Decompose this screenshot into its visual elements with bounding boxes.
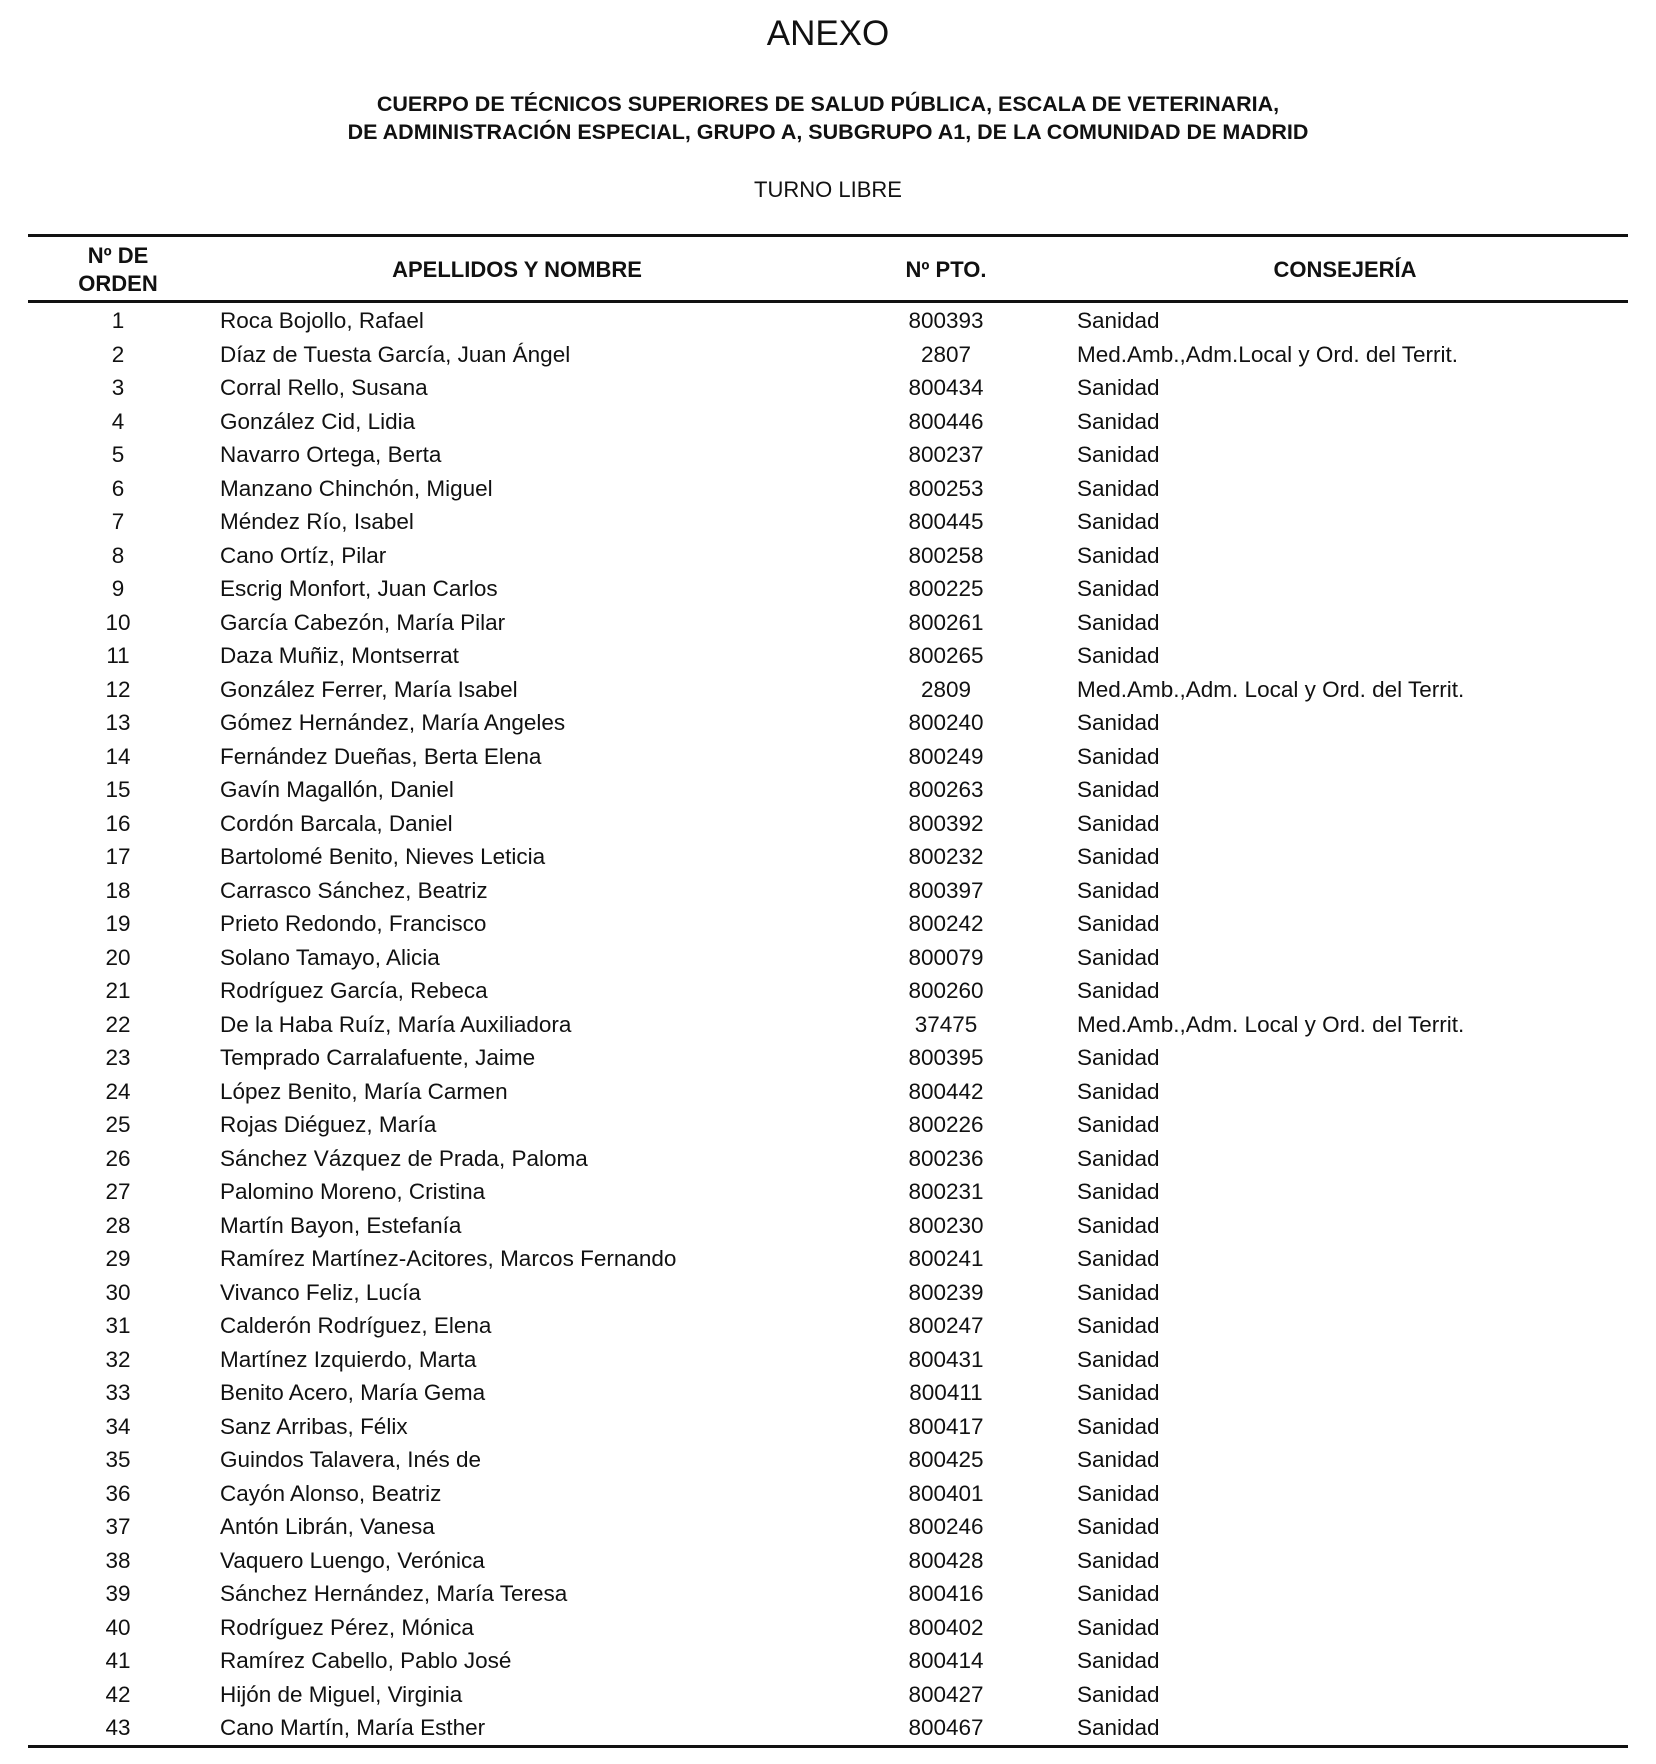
cell-pto: 800411 xyxy=(909,1380,983,1405)
cell-pto: 800401 xyxy=(908,1480,984,1506)
cell-orden: 22 xyxy=(105,1011,131,1037)
header-pto: Nº PTO. xyxy=(905,257,987,282)
cell-nombre: Temprado Carralafuente, Jaime xyxy=(220,1045,536,1070)
cell-consejeria: Sanidad xyxy=(1077,475,1160,501)
cell-nombre: Antón Librán, Vanesa xyxy=(220,1514,435,1539)
cell-consejeria: Sanidad xyxy=(1077,1045,1160,1070)
cell-pto: 800242 xyxy=(908,911,984,936)
cell-pto: 800445 xyxy=(908,509,984,534)
cell-orden: 8 xyxy=(111,542,125,568)
table-row xyxy=(0,840,1656,874)
cell-nombre: Vaquero Luengo, Verónica xyxy=(220,1547,485,1573)
cell-consejeria: Sanidad xyxy=(1077,1413,1160,1439)
cell-pto: 800393 xyxy=(908,308,984,333)
cell-nombre: Rojas Diéguez, María xyxy=(220,1112,437,1137)
cell-nombre: Cano Martín, María Esther xyxy=(220,1715,486,1740)
header-orden xyxy=(68,238,168,302)
table-row xyxy=(0,1309,1656,1343)
cell-pto: 2807 xyxy=(920,341,972,367)
cell-orden: 30 xyxy=(105,1279,131,1305)
table-row xyxy=(0,1577,1656,1611)
table-bottom-rule xyxy=(28,1745,1628,1748)
cell-nombre: Gavín Magallón, Daniel xyxy=(220,777,454,802)
cell-nombre: Prieto Redondo, Francisco xyxy=(220,911,487,936)
cell-pto: 800442 xyxy=(908,1078,984,1104)
cell-nombre: Sánchez Vázquez de Prada, Paloma xyxy=(220,1145,588,1171)
cell-pto: 800225 xyxy=(908,576,984,601)
table-row xyxy=(0,438,1656,472)
cell-orden: 20 xyxy=(105,944,131,970)
table-row xyxy=(0,539,1656,573)
cell-consejeria: Sanidad xyxy=(1077,576,1160,601)
cell-nombre: Daza Muñiz, Montserrat xyxy=(220,643,459,668)
cell-orden: 1 xyxy=(111,308,125,333)
cell-orden: 28 xyxy=(105,1212,131,1238)
cell-pto: 800240 xyxy=(908,710,984,735)
cell-pto: 800402 xyxy=(908,1614,984,1640)
cell-pto: 800416 xyxy=(908,1581,984,1606)
cell-orden: 35 xyxy=(105,1447,131,1472)
cell-pto: 800431 xyxy=(908,1346,984,1372)
cell-pto: 800263 xyxy=(908,777,984,802)
turno-label: TURNO LIBRE xyxy=(754,177,902,202)
cell-orden: 41 xyxy=(105,1648,131,1673)
table-top-rule xyxy=(28,234,1628,237)
cell-orden: 31 xyxy=(105,1313,131,1338)
cell-pto: 800427 xyxy=(908,1681,984,1707)
cell-nombre: González Cid, Lidia xyxy=(220,408,416,434)
cell-pto: 37475 xyxy=(914,1011,978,1037)
cell-orden: 27 xyxy=(105,1179,131,1204)
cell-nombre: Escrig Monfort, Juan Carlos xyxy=(220,576,498,601)
table-row xyxy=(0,1209,1656,1243)
cell-orden: 42 xyxy=(105,1681,131,1707)
cell-orden: 38 xyxy=(105,1547,131,1573)
cell-orden: 36 xyxy=(105,1480,131,1506)
cell-orden: 29 xyxy=(105,1246,131,1271)
cell-consejeria: Sanidad xyxy=(1077,844,1160,869)
cell-consejeria: Sanidad xyxy=(1077,509,1160,534)
header-bottom-rule xyxy=(28,300,1628,303)
cell-orden: 6 xyxy=(111,475,125,501)
cell-nombre: López Benito, María Carmen xyxy=(220,1078,508,1104)
header-orden-line-2: ORDEN xyxy=(78,271,158,296)
cell-nombre: Méndez Río, Isabel xyxy=(220,509,414,534)
cell-nombre: Corral Rello, Susana xyxy=(220,375,428,400)
cell-nombre: Gómez Hernández, María Angeles xyxy=(220,710,566,735)
cell-pto: 800265 xyxy=(908,643,984,668)
table-row xyxy=(0,371,1656,405)
cell-orden: 40 xyxy=(105,1614,131,1640)
cell-consejeria: Sanidad xyxy=(1077,978,1160,1003)
cell-orden: 13 xyxy=(105,710,131,735)
cell-pto: 800395 xyxy=(908,1045,984,1070)
cell-consejeria: Sanidad xyxy=(1077,944,1160,970)
table-row xyxy=(0,1008,1656,1042)
cell-orden: 18 xyxy=(105,877,131,903)
cell-nombre: Cayón Alonso, Beatriz xyxy=(220,1480,442,1506)
table-row xyxy=(0,505,1656,539)
table-row xyxy=(0,1678,1656,1712)
cell-nombre: Palomino Moreno, Cristina xyxy=(220,1179,486,1204)
cell-nombre: Roca Bojollo, Rafael xyxy=(220,308,424,333)
cell-orden: 32 xyxy=(105,1346,131,1372)
cell-pto: 800249 xyxy=(908,743,984,769)
cell-consejeria: Sanidad xyxy=(1077,542,1160,568)
cell-pto: 800261 xyxy=(908,609,984,635)
table-row xyxy=(0,1711,1656,1745)
table-row xyxy=(0,974,1656,1008)
cell-nombre: Sanz Arribas, Félix xyxy=(220,1413,408,1439)
table-row xyxy=(0,304,1656,338)
cell-pto: 800079 xyxy=(908,944,984,970)
cell-orden: 34 xyxy=(105,1413,131,1439)
cell-pto: 800392 xyxy=(908,810,984,836)
cell-nombre: Calderón Rodríguez, Elena xyxy=(220,1313,492,1338)
table-row xyxy=(0,740,1656,774)
cell-nombre: Sánchez Hernández, María Teresa xyxy=(220,1581,568,1606)
cell-consejeria: Sanidad xyxy=(1077,1581,1160,1606)
cell-orden: 24 xyxy=(105,1078,131,1104)
cell-orden: 43 xyxy=(105,1715,131,1740)
table-row xyxy=(0,874,1656,908)
cell-consejeria: Sanidad xyxy=(1077,375,1160,400)
cell-orden: 16 xyxy=(105,810,131,836)
cell-orden: 2 xyxy=(111,341,125,367)
table-row xyxy=(0,1276,1656,1310)
cell-orden: 23 xyxy=(105,1045,131,1070)
table-row xyxy=(0,1477,1656,1511)
cell-pto: 800417 xyxy=(908,1413,984,1439)
cell-pto: 800434 xyxy=(908,375,984,400)
table-row xyxy=(0,807,1656,841)
table-row xyxy=(0,1343,1656,1377)
cell-orden: 4 xyxy=(111,408,125,434)
cell-pto: 800425 xyxy=(908,1447,984,1472)
cell-orden: 14 xyxy=(105,743,131,769)
cell-orden: 11 xyxy=(106,643,130,668)
cell-consejeria: Sanidad xyxy=(1077,1514,1160,1539)
cell-nombre: Guindos Talavera, Inés de xyxy=(220,1447,482,1472)
cell-orden: 17 xyxy=(105,844,131,869)
cell-pto: 800241 xyxy=(908,1246,984,1271)
cell-pto: 800428 xyxy=(908,1547,984,1573)
cell-consejeria: Sanidad xyxy=(1077,1112,1160,1137)
cell-pto: 800246 xyxy=(908,1514,984,1539)
header-consejeria: CONSEJERÍA xyxy=(1273,257,1417,282)
cell-consejeria: Sanidad xyxy=(1077,1212,1160,1238)
cell-orden: 7 xyxy=(111,509,125,534)
table-row xyxy=(0,1510,1656,1544)
cell-orden: 33 xyxy=(105,1380,131,1405)
table-row xyxy=(0,1376,1656,1410)
cell-nombre: García Cabezón, María Pilar xyxy=(220,609,506,635)
cell-consejeria: Med.Amb.,Adm. Local y Ord. del Territ. xyxy=(1077,676,1465,702)
cell-nombre: Vivanco Feliz, Lucía xyxy=(220,1279,421,1305)
table-row xyxy=(0,706,1656,740)
cell-orden: 21 xyxy=(105,978,131,1003)
table-row xyxy=(0,472,1656,506)
table-row xyxy=(0,1242,1656,1276)
cell-nombre: Rodríguez Pérez, Mónica xyxy=(220,1614,474,1640)
cell-consejeria: Sanidad xyxy=(1077,1648,1160,1673)
cell-consejeria: Sanidad xyxy=(1077,1715,1160,1740)
cell-consejeria: Sanidad xyxy=(1077,1346,1160,1372)
table-row xyxy=(0,1108,1656,1142)
cell-pto: 800258 xyxy=(908,542,984,568)
cell-consejeria: Sanidad xyxy=(1077,810,1160,836)
header-nombre: APELLIDOS Y NOMBRE xyxy=(392,257,642,282)
table-row xyxy=(0,1041,1656,1075)
cell-orden: 19 xyxy=(105,911,131,936)
table-row xyxy=(0,606,1656,640)
cell-pto: 800236 xyxy=(908,1145,984,1171)
table-row xyxy=(0,907,1656,941)
cell-consejeria: Sanidad xyxy=(1077,911,1160,936)
cell-consejeria: Sanidad xyxy=(1077,1681,1160,1707)
table-row xyxy=(0,1644,1656,1678)
table-row xyxy=(0,1443,1656,1477)
cell-pto: 800231 xyxy=(908,1179,984,1204)
cell-nombre: Benito Acero, María Gema xyxy=(220,1380,486,1405)
cell-nombre: Díaz de Tuesta García, Juan Ángel xyxy=(220,341,571,367)
cell-nombre: Ramírez Cabello, Pablo José xyxy=(220,1648,512,1673)
cell-consejeria: Sanidad xyxy=(1077,1380,1160,1405)
cell-consejeria: Sanidad xyxy=(1077,710,1160,735)
table-row xyxy=(0,405,1656,439)
cell-nombre: Bartolomé Benito, Nieves Leticia xyxy=(220,844,546,869)
table-row xyxy=(0,1142,1656,1176)
cell-orden: 37 xyxy=(105,1514,131,1539)
cell-nombre: Cano Ortíz, Pilar xyxy=(220,542,387,568)
cell-nombre: Solano Tamayo, Alicia xyxy=(220,944,440,970)
table-row xyxy=(0,1410,1656,1444)
cell-consejeria: Med.Amb.,Adm. Local y Ord. del Territ. xyxy=(1077,1011,1465,1037)
cell-consejeria: Sanidad xyxy=(1077,1179,1160,1204)
cell-pto: 2809 xyxy=(920,676,972,702)
cell-pto: 800237 xyxy=(908,442,984,467)
cell-pto: 800232 xyxy=(908,844,984,869)
table-row xyxy=(0,1544,1656,1578)
cell-consejeria: Sanidad xyxy=(1077,1480,1160,1506)
cell-nombre: De la Haba Ruíz, María Auxiliadora xyxy=(220,1011,572,1037)
table-row xyxy=(0,572,1656,606)
subtitle-line-2: DE ADMINISTRACIÓN ESPECIAL, GRUPO A, SUBGRUPO A1, DE LA COMUNIDAD DE MADRID xyxy=(347,120,1309,144)
cell-nombre: Martínez Izquierdo, Marta xyxy=(220,1346,477,1372)
cell-consejeria: Sanidad xyxy=(1077,408,1160,434)
cell-pto: 800247 xyxy=(908,1313,984,1338)
table-row xyxy=(0,773,1656,807)
cell-nombre: Navarro Ortega, Berta xyxy=(220,442,442,467)
cell-nombre: Carrasco Sánchez, Beatriz xyxy=(220,877,488,903)
cell-pto: 800467 xyxy=(908,1715,984,1740)
cell-pto: 800414 xyxy=(908,1648,984,1673)
cell-consejeria: Sanidad xyxy=(1077,609,1160,635)
table-row xyxy=(0,941,1656,975)
table-row xyxy=(0,673,1656,707)
cell-consejeria: Sanidad xyxy=(1077,1246,1160,1271)
document-title: ANEXO xyxy=(766,14,890,53)
table-row xyxy=(0,639,1656,673)
header-orden-line-1: Nº DE xyxy=(87,243,149,268)
cell-orden: 12 xyxy=(105,676,131,702)
cell-nombre: Fernández Dueñas, Berta Elena xyxy=(220,743,542,769)
cell-nombre: Ramírez Martínez-Acitores, Marcos Fernando xyxy=(220,1246,677,1271)
table-row xyxy=(0,338,1656,372)
cell-orden: 39 xyxy=(105,1581,131,1606)
cell-consejeria: Sanidad xyxy=(1077,442,1160,467)
cell-consejeria: Sanidad xyxy=(1077,1614,1160,1640)
cell-pto: 800226 xyxy=(908,1112,984,1137)
cell-consejeria: Sanidad xyxy=(1077,877,1160,903)
cell-consejeria: Sanidad xyxy=(1077,1279,1160,1305)
cell-consejeria: Sanidad xyxy=(1077,1145,1160,1171)
cell-consejeria: Sanidad xyxy=(1077,1547,1160,1573)
cell-nombre: González Ferrer, María Isabel xyxy=(220,676,518,702)
cell-pto: 800230 xyxy=(908,1212,984,1238)
cell-nombre: Martín Bayon, Estefanía xyxy=(220,1212,462,1238)
cell-nombre: Cordón Barcala, Daniel xyxy=(220,810,453,836)
cell-nombre: Rodríguez García, Rebeca xyxy=(220,978,488,1003)
cell-consejeria: Sanidad xyxy=(1077,743,1160,769)
cell-orden: 15 xyxy=(105,777,131,802)
cell-pto: 800260 xyxy=(908,978,984,1003)
cell-orden: 9 xyxy=(111,576,125,601)
cell-consejeria: Sanidad xyxy=(1077,308,1160,333)
cell-consejeria: Sanidad xyxy=(1077,1313,1160,1338)
table-row xyxy=(0,1611,1656,1645)
cell-orden: 25 xyxy=(105,1112,131,1137)
cell-nombre: Manzano Chinchón, Miguel xyxy=(220,475,493,501)
cell-consejeria: Sanidad xyxy=(1077,643,1160,668)
cell-nombre: Hijón de Miguel, Virginia xyxy=(220,1681,463,1707)
cell-pto: 800253 xyxy=(908,475,984,501)
cell-orden: 5 xyxy=(111,442,125,467)
cell-pto: 800397 xyxy=(908,877,984,903)
cell-orden: 26 xyxy=(105,1145,131,1171)
table-row xyxy=(0,1175,1656,1209)
cell-consejeria: Sanidad xyxy=(1077,1078,1160,1104)
cell-pto: 800446 xyxy=(908,408,984,434)
subtitle-line-1: CUERPO DE TÉCNICOS SUPERIORES DE SALUD PÚBLICA, ESCALA DE VETERINARIA, xyxy=(376,92,1280,116)
cell-orden: 3 xyxy=(111,375,125,400)
cell-orden: 10 xyxy=(105,609,131,635)
cell-consejeria: Sanidad xyxy=(1077,777,1160,802)
cell-consejeria: Med.Amb.,Adm.Local y Ord. del Territ. xyxy=(1077,341,1458,367)
cell-consejeria: Sanidad xyxy=(1077,1447,1160,1472)
table-row xyxy=(0,1075,1656,1109)
cell-pto: 800239 xyxy=(908,1279,984,1305)
